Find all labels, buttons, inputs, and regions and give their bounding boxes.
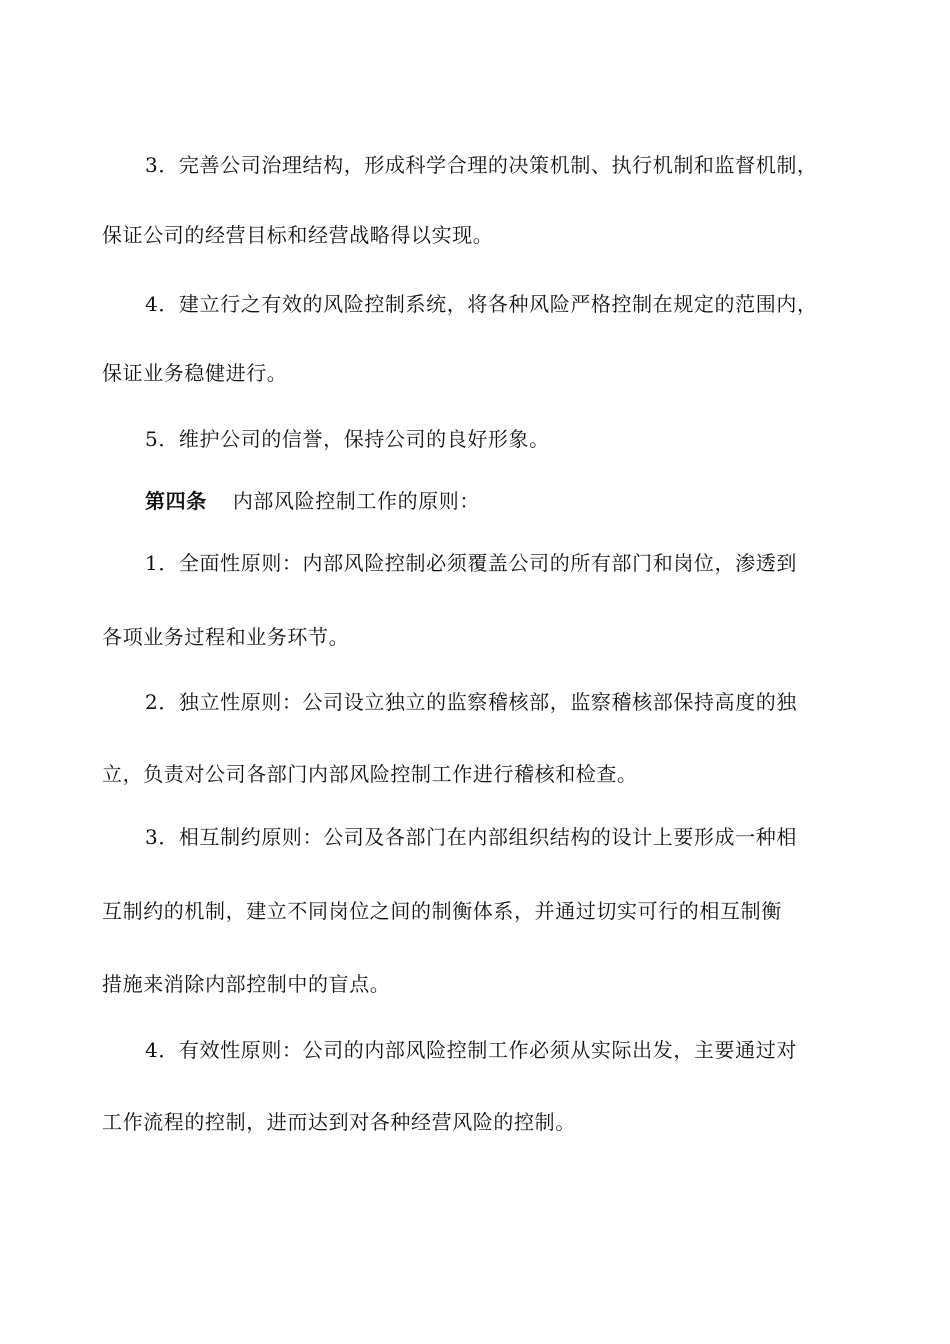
article-label: 第四条 (145, 489, 207, 513)
text-line: 保证业务稳健进行。 (102, 361, 288, 385)
article-heading (145, 487, 862, 515)
text-line: 保证公司的经营目标和经营战略得以实现。 (102, 223, 494, 247)
text-line: 立，负责对公司各部门内部风险控制工作进行稽核和检查。 (102, 762, 638, 786)
text-line: 3．相互制约原则：公司及各部门在内部组织结构的设计上要形成一种相 (145, 825, 797, 849)
text-line: 各项业务过程和业务环节。 (102, 625, 350, 649)
text-line: 4．建立行之有效的风险控制系统，将各种风险严格控制在规定的范围内， (145, 292, 818, 316)
text-line: 互制约的机制，建立不同岗位之间的制衡体系，并通过切实可行的相互制衡 (102, 899, 782, 923)
text-line: 措施来消除内部控制中的盲点。 (102, 972, 391, 996)
text-line: 4．有效性原则：公司的内部风险控制工作必须从实际出发，主要通过对 (145, 1038, 797, 1062)
text-line: 工作流程的控制，进而达到对各种经营风险的控制。 (102, 1110, 576, 1134)
text-line: 1．全面性原则：内部风险控制必须覆盖公司的所有部门和岗位，渗透到 (145, 551, 797, 575)
text-line: 3．完善公司治理结构，形成科学合理的决策机制、执行机制和监督机制， (145, 153, 818, 177)
article-title: 内部风险控制工作的原则： (232, 489, 481, 513)
text-line: 5．维护公司的信誉，保持公司的良好形象。 (145, 427, 550, 451)
text-line: 2．独立性原则：公司设立独立的监察稽核部，监察稽核部保持高度的独 (145, 690, 797, 714)
